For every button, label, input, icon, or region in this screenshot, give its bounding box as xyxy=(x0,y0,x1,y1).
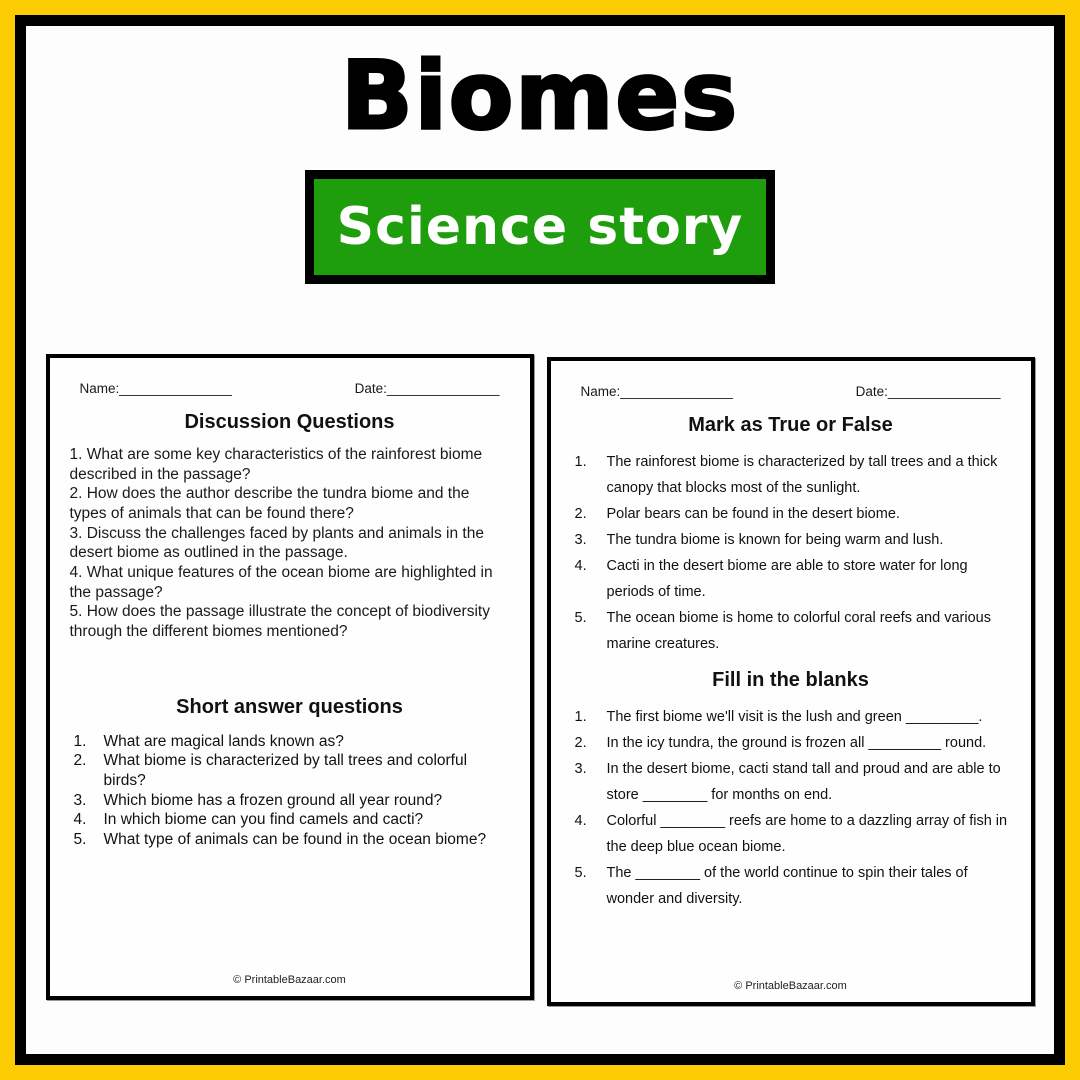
list-item xyxy=(571,527,1011,553)
list-item xyxy=(571,730,1011,756)
item-text: In the icy tundra, the ground is frozen all _________ round. xyxy=(606,735,987,751)
item-number: 3. xyxy=(574,761,587,777)
item-number: 4. xyxy=(73,811,87,829)
item-number: 3. xyxy=(73,791,87,809)
page-title: Biomes xyxy=(340,42,740,151)
list-item xyxy=(571,501,1011,527)
list-item xyxy=(70,791,510,811)
question-paragraph: 3. Discuss the challenges faced by plants and animals in the desert biome as outlined in the passage. xyxy=(69,524,484,562)
page-footer-copyright: © PrintableBazaar.com xyxy=(233,974,346,986)
name-date-row xyxy=(571,384,1011,399)
question-paragraph: 4. What unique features of the ocean biome are highlighted in the passage? xyxy=(69,564,493,601)
date-field: Date:_______________ xyxy=(354,381,500,396)
worksheet-preview-card xyxy=(15,15,1065,1065)
item-text: In the desert biome, cacti stand tall and proud and are able to store ________ for months on end. xyxy=(606,761,1001,803)
list-item xyxy=(70,830,510,850)
item-text: The tundra biome is known for being warm and lush. xyxy=(606,532,944,548)
item-text: What biome is characterized by tall trees and colorful birds? xyxy=(103,752,468,790)
subject-badge-label: Science story xyxy=(336,197,744,257)
list-item xyxy=(70,732,510,752)
item-number: 5. xyxy=(574,865,587,881)
section-heading-true-false: Mark as True or False xyxy=(688,414,893,436)
item-text: What type of animals can be found in the ocean biome? xyxy=(103,831,487,849)
section-heading-discussion-questions: Discussion Questions xyxy=(184,411,395,433)
list-item xyxy=(70,810,510,830)
item-number: 1. xyxy=(574,454,587,470)
item-number: 2. xyxy=(574,506,587,522)
item-number: 1. xyxy=(574,709,587,725)
item-number: 2. xyxy=(574,735,587,751)
item-number: 5. xyxy=(574,610,587,626)
item-number: 4. xyxy=(574,813,587,829)
worksheet-page-truefalse xyxy=(547,357,1035,1006)
name-field: Name:_______________ xyxy=(580,384,733,399)
list-item xyxy=(571,860,1011,912)
item-text: The rainforest biome is characterized by tall trees and a thick canopy that blocks most of the sunlight. xyxy=(606,454,998,496)
list-item xyxy=(571,808,1011,860)
subject-badge xyxy=(305,170,775,284)
item-number: 1. xyxy=(73,732,87,750)
fill-blanks-list xyxy=(571,704,1011,912)
list-item xyxy=(571,704,1011,730)
item-text: Colorful ________ reefs are home to a dazzling array of fish in the deep blue ocean biome. xyxy=(606,813,1008,855)
item-text: In which biome can you find camels and cacti? xyxy=(103,811,424,829)
item-text: The first biome we'll visit is the lush and green _________. xyxy=(606,709,983,725)
list-item xyxy=(571,553,1011,605)
item-text: Which biome has a frozen ground all year round? xyxy=(103,791,443,809)
list-item xyxy=(571,449,1011,501)
item-text: What are magical lands known as? xyxy=(103,732,344,750)
item-text: The ocean biome is home to colorful coral reefs and various marine creatures. xyxy=(606,610,991,652)
date-field: Date:_______________ xyxy=(855,384,1001,399)
question-paragraph: 1. What are some key characteristics of the rainforest biome described in the passage? xyxy=(69,446,483,483)
worksheet-pages xyxy=(26,354,1054,1006)
name-field: Name:_______________ xyxy=(79,381,232,396)
list-item xyxy=(571,605,1011,657)
item-number: 5. xyxy=(73,831,87,849)
discussion-questions-list xyxy=(70,445,510,642)
list-item xyxy=(70,751,510,790)
true-false-list xyxy=(571,449,1011,657)
question-paragraph: 2. How does the author describe the tundra biome and the types of animals that can be found there? xyxy=(69,485,470,523)
item-text: The ________ of the world continue to spin their tales of wonder and diversity. xyxy=(606,865,968,907)
list-item xyxy=(571,756,1011,808)
worksheet-page-discussion xyxy=(46,354,534,1000)
item-number: 2. xyxy=(73,752,87,770)
item-number: 4. xyxy=(574,558,587,574)
item-text: Polar bears can be found in the desert biome. xyxy=(606,506,900,522)
item-number: 3. xyxy=(574,532,587,548)
section-heading-short-answer: Short answer questions xyxy=(176,695,403,718)
short-answer-list xyxy=(70,732,510,850)
name-date-row xyxy=(70,381,510,396)
section-heading-fill-blanks: Fill in the blanks xyxy=(712,669,869,691)
page-footer-copyright: © PrintableBazaar.com xyxy=(734,980,847,992)
question-paragraph: 5. How does the passage illustrate the concept of biodiversity through the different biomes mentioned? xyxy=(69,603,490,641)
item-text: Cacti in the desert biome are able to store water for long periods of time. xyxy=(606,558,968,600)
